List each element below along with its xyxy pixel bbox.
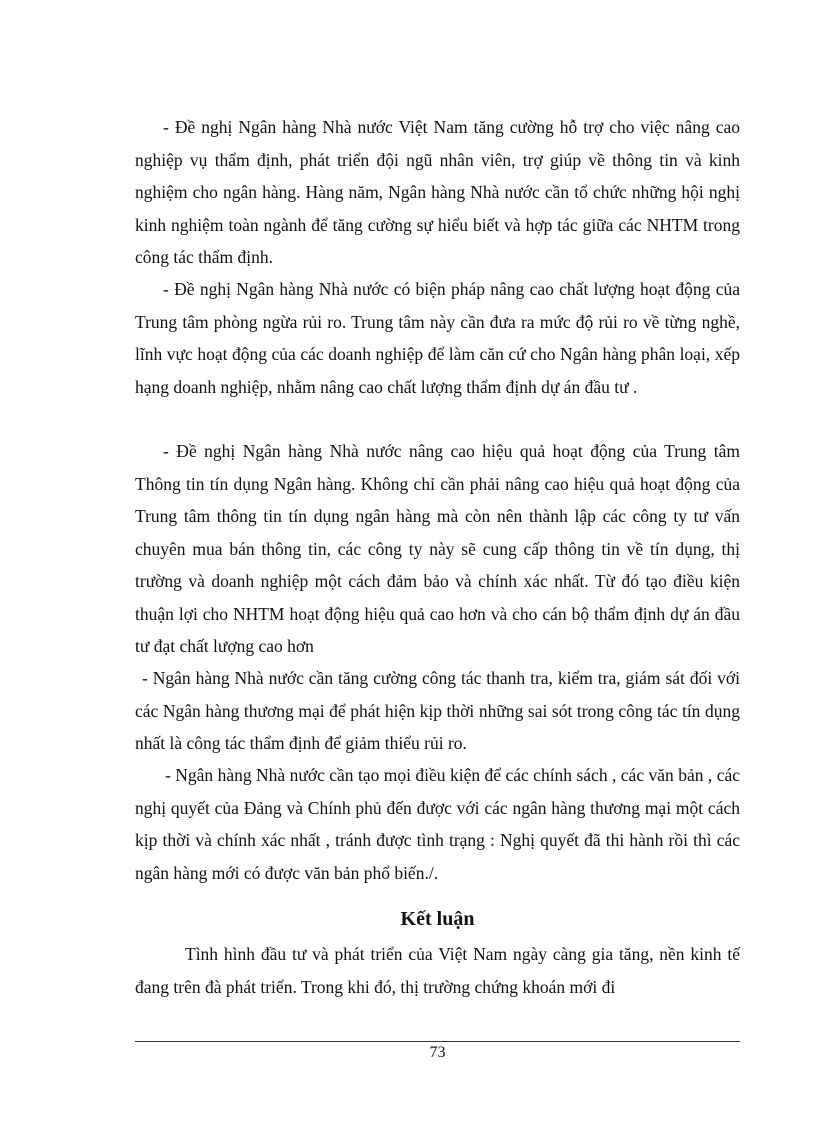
conclusion-paragraph: Tình hình đầu tư và phát triển của Việt Nam ngày càng gia tăng, nền kinh tế đang trên đà phát triển. Trong khi đó, thị trường chứng khoán mới đi bbox=[135, 944, 740, 997]
paragraph-recommendation-inspection: - Ngân hàng Nhà nước cần tăng cường công tác thanh tra, kiểm tra, giám sát đối với các Ngân hàng thương mại để phát hiện kịp thời những sai sót trong công tác tín dụng nhất là công tác thẩm định để giảm thiểu rủi ro. bbox=[135, 668, 740, 753]
paragraph-recommendation-credit-info: - Đề nghị Ngân hàng Nhà nước nâng cao hiệu quả hoạt động của Trung tâm Thông tin tín dụng Ngân hàng. Không chỉ cần phải nâng cao hiệu quả hoạt động của Trung tâm thông tin tín dụng ngân hàng mà còn nên thành lập các công ty tư vấn chuyên mua bán thông tin, các công ty này sẽ cung cấp thông tin về tín dụng, thị trường và doanh nghiệp một cách đảm bảo và chính xác nhất. Từ đó tạo điều kiện thuận lợi cho NHTM hoạt động hiệu quả cao hơn và cho cán bộ thẩm định dự án đầu tư đạt chất lượng cao hơn bbox=[135, 441, 740, 656]
paragraph-recommendation-risk-center: - Đề nghị Ngân hàng Nhà nước có biện pháp nâng cao chất lượng hoạt động của Trung tâm phòng ngừa rủi ro. Trung tâm này cần đưa ra mức độ rủi ro về từng nghề, lĩnh vực hoạt động của các doanh nghiệp để làm căn cứ cho Ngân hàng phân loại, xếp hạng doanh nghiệp, nhằm nâng cao chất lượng thẩm định dự án đầu tư . bbox=[135, 279, 740, 397]
paragraph-recommendation-policy: - Ngân hàng Nhà nước cần tạo mọi điều kiện để các chính sách , các văn bản , các nghị quyết của Đảng và Chính phủ đến được với các ngân hàng thương mại một cách kịp thời và chính xác nhất , tránh được tình trạng : Nghị quyết đã thi hành rồi thì các ngân hàng mới có được văn bản phổ biến./. bbox=[135, 765, 740, 883]
footer-divider bbox=[135, 1041, 740, 1042]
page-number: 73 bbox=[429, 1044, 446, 1061]
conclusion-heading: Kết luận bbox=[400, 908, 475, 930]
paragraph-recommendation-support: - Đề nghị Ngân hàng Nhà nước Việt Nam tăng cường hỗ trợ cho việc nâng cao nghiệp vụ thẩm định, phát triển đội ngũ nhân viên, trợ giúp về thông tin và kinh nghiệm cho ngân hàng. Hàng năm, Ngân hàng Nhà nước cần tổ chức những hội nghị kinh nghiệm toàn ngành để tăng cường sự hiểu biết và hợp tác giữa các NHTM trong công tác thẩm định. bbox=[135, 117, 740, 267]
